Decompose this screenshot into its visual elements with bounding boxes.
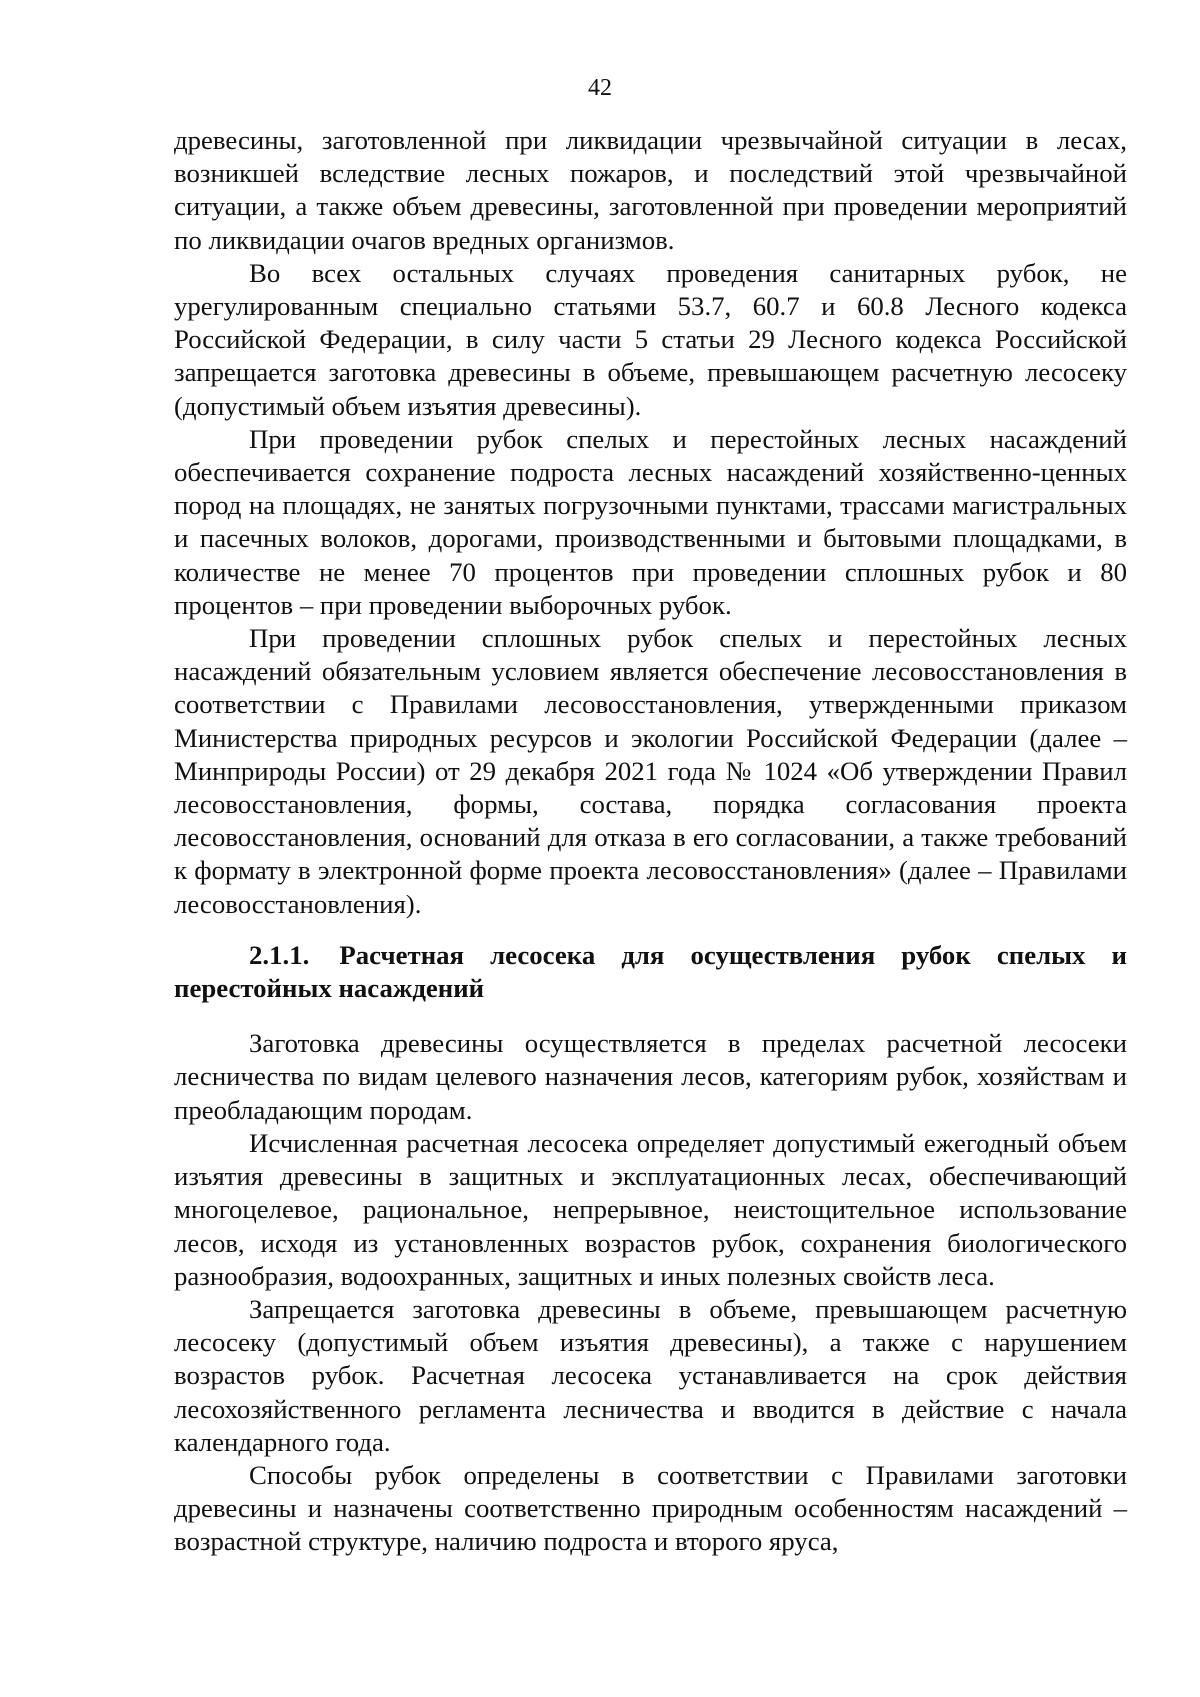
section-heading [174,939,1127,1005]
paragraph-cutting-methods: Способы рубок определены в соответствии с Правилами заготовки древесины и назначены соответственно природным особенностям насаждений – возрастной структуре, наличию подроста и второго яруса, [174,1459,1127,1557]
page-number: 42 [588,75,612,101]
section-title: Расчетная лесосека для осуществления рубок спелых и перестойных насаждений [174,939,1127,1004]
document-body [174,124,1127,1559]
section-number: 2.1.1. [249,939,310,970]
paragraph-harvesting-limits: Заготовка древесины осуществляется в пределах расчетной лесосеки лесничества по видам целевого назначения лесов, категориям рубок, хозяйствам и преобладающим породам. [174,1028,1127,1125]
paragraph-prohibition: Запрещается заготовка древесины в объеме, превышающем расчетную лесосеку (допустимый объем изъятия древесины), а также с нарушением возрастов рубок. Расчетная лесосека устанавливается на срок действия лесохозяйственного регламента лесничества и вводится в действие с начала календарного года. [174,1293,1127,1457]
paragraph-sanitary-cuttings: Во всех остальных случаях проведения санитарных рубок, не урегулированным специально статьями 53.7, 60.7 и 60.8 Лесного кодекса Российской Федерации, в силу части 5 статьи 29 Лесного кодекса Российской запрещается заготовка древесины в объеме, превышающем расчетную лесосеку (допустимый объем изъятия древесины). [174,257,1127,421]
paragraph-reforestation: При проведении сплошных рубок спелых и перестойных лесных насаждений обязательным условием является обеспечение лесовосстановления в соответствии с Правилами лесовосстановления, утвержденными приказом Министерства природных ресурсов и экологии Российской Федерации (далее – Минприроды России) от 29 декабря 2021 года № 1024 «Об утверждении Правил лесовосстановления, формы, состава, порядка согласования проекта лесовосстановления, оснований для отказа в его согласовании, а также требований к формату в электронной форме проекта лесовосстановления» (далее – Правилами лесовосстановления). [174,623,1127,919]
paragraph-allowable-cut: Исчисленная расчетная лесосека определяет допустимый ежегодный объем изъятия древесины в защитных и эксплуатационных лесах, обеспечивающий многоцелевое, рациональное, непрерывное, неистощительное использование лесов, исходя из установленных возрастов рубок, сохранения биологического разнообразия, водоохранных, защитных и иных полезных свойств леса. [174,1127,1127,1291]
paragraph-undergrowth-preservation: При проведении рубок спелых и перестойных лесных насаждений обеспечивается сохранение подроста лесных насаждений хозяйственно-ценных пород на площадях, не занятых погрузочными пунктами, трассами магистральных и пасечных волоков, дорогами, производственными и бытовыми площадками, в количестве не менее 70 процентов при проведении сплошных рубок и 80 процентов – при проведении выборочных рубок. [174,423,1127,620]
paragraph-continuation: древесины, заготовленной при ликвидации чрезвычайной ситуации в лесах, возникшей вследствие лесных пожаров, и последствий этой чрезвычайной ситуации, а также объем древесины, заготовленной при проведении мероприятий по ликвидации очагов вредных организмов. [174,125,1127,255]
